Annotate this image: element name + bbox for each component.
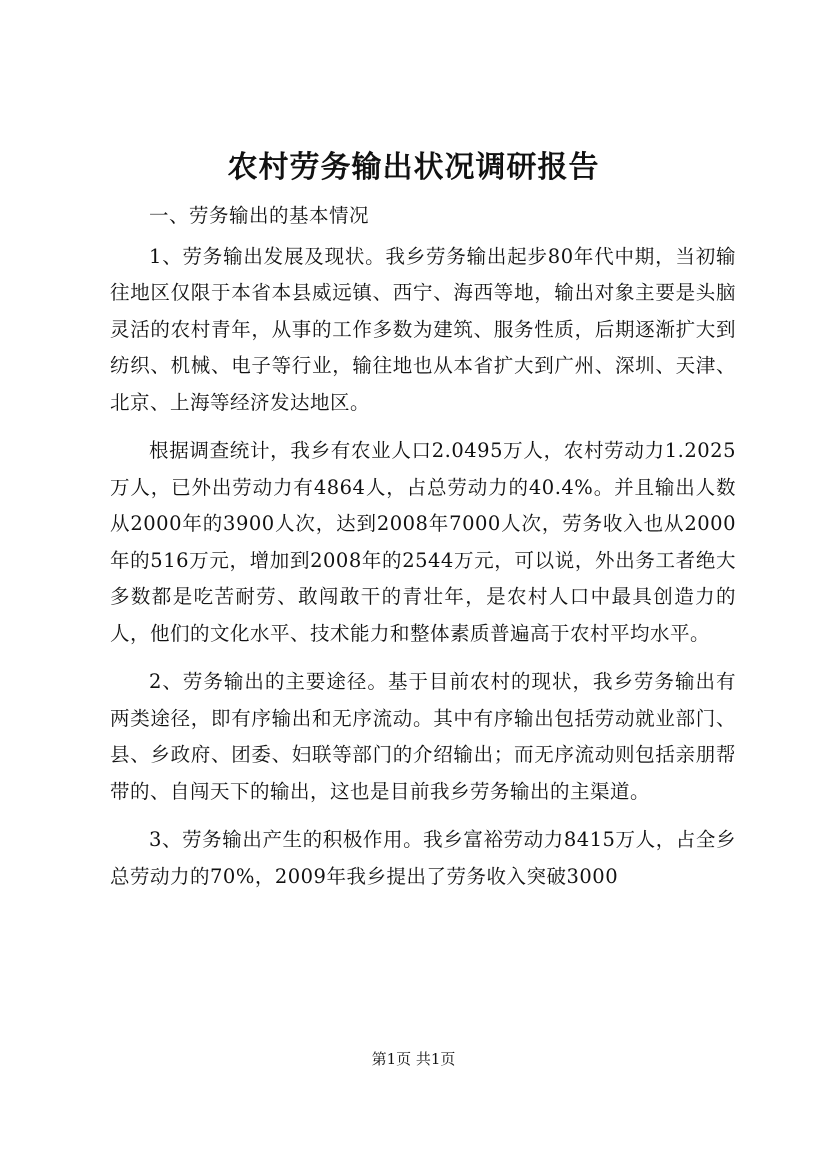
page-footer: 第1页 共1页 xyxy=(371,1050,456,1068)
paragraph-1: 1、劳务输出发展及现状。我乡劳务输出起步80年代中期，当初输往地区仅限于本省本县威远镇、西宁、海西等地，输出对象主要是头脑灵活的农村青年，从事的工作多数为建筑、服务性质，后期逐渐扩大到纺织、机械、电子等行业，输往地也从本省扩大到广州、深圳、天津、北京、上海等经济发达地区。 xyxy=(110,244,736,414)
paragraph-4: 3、劳务输出产生的积极作用。我乡富裕劳动力8415万人，占全乡总劳动力的70%，2009年我乡提出了劳务收入突破3000 xyxy=(110,828,736,888)
document-body xyxy=(110,198,736,895)
document-title: 农村劳务输出状况调研报告 xyxy=(227,150,600,185)
paragraph-3: 2、劳务输出的主要途径。基于目前农村的现状，我乡劳务输出有两类途径，即有序输出和无序流动。其中有序输出包括劳动就业部门、县、乡政府、团委、妇联等部门的介绍输出；而无序流动则包括亲朋帮带的、自闯天下的输出，这也是目前我乡劳务输出的主渠道。 xyxy=(110,670,736,803)
section-heading: 一、劳务输出的基本情况 xyxy=(149,204,370,227)
paragraph-2: 根据调查统计，我乡有农业人口2.0495万人，农村劳动力1.2025万人，已外出劳动力有4864人，占总劳动力的40.4%。并且输出人数从2000年的3900人次，达到2008年7000人次，劳务收入也从2000年的516万元，增加到2008年的2544万元，可以说，外出务工者绝大多数都是吃苦耐劳、敢闯敢干的青壮年，是农村人口中最具创造力的人，他们的文化水平、技术能力和整体素质普遍高于农村平均水平。 xyxy=(110,439,736,645)
